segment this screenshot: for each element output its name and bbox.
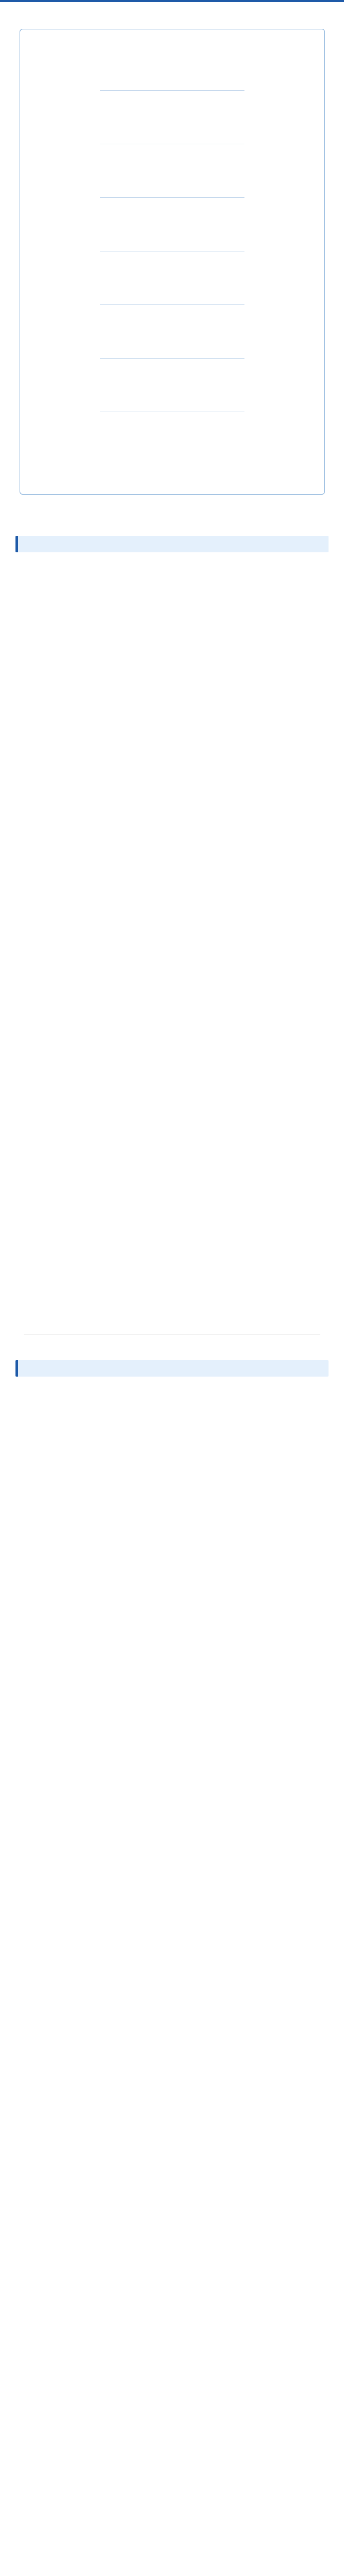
toc-divider	[100, 90, 244, 91]
top-accent-bar	[0, 0, 344, 2]
toc-divider	[100, 358, 244, 359]
toc-divider	[100, 304, 244, 305]
case-index-box	[20, 29, 325, 495]
case-1-banner	[15, 536, 329, 552]
case-2-banner	[15, 1360, 329, 1377]
section-divider	[24, 1334, 320, 1335]
toc-divider	[100, 197, 244, 198]
